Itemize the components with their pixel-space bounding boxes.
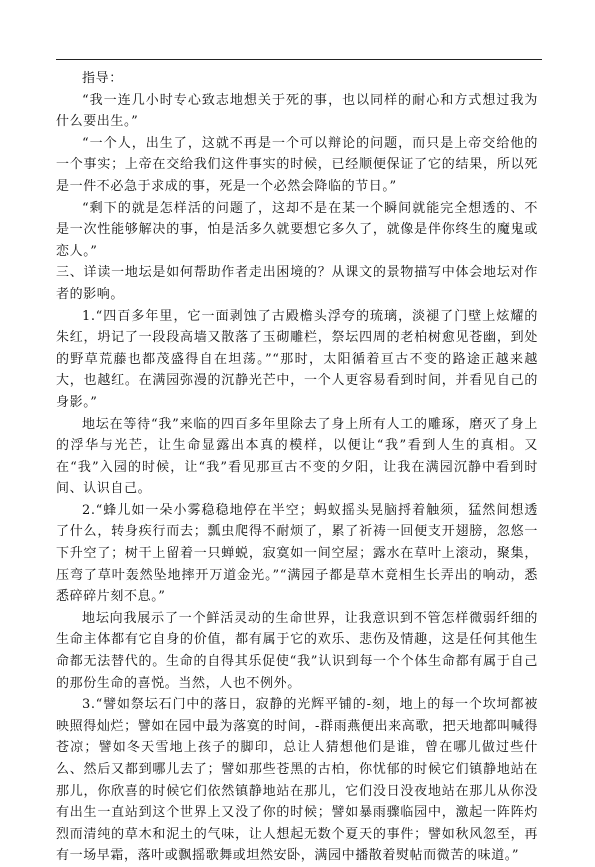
guide-label: 指导： <box>82 71 123 86</box>
item-3-quote: 3.“譬如祭坛石门中的落日，寂静的光辉平铺的-刻，地上的每一个坎坷都被映照得灿烂；譬如在园中最为落寞的时间，-群雨燕便出来高歌，把天地都叫喊得苍凉；譬如冬天雪地上孩子的脚印，总让人猜想他们是谁，曾在哪儿做过些什么、然后又都到哪儿去了；譬如那些苍黑的古柏，你忧郁的时候它们镇静地站在那儿，你欣喜的时候它们依然镇静地站在那儿，它们没日没夜地站在那儿从你没有出生一直站到这个世界上又没了你的时候；譬如暴雨骤临园中，激起一阵阵灼烈而清纯的草木和泥土的气味，让人想起无数个夏天的事件；譬如秋风忽至，再有一场早霜，落叶或飘摇歌舞或坦然安卧，满园中播散着熨帖而微苦的味道。” <box>56 697 538 864</box>
item-1-analysis: 地坛在等待“我”来临的四百多年里除去了身上所有人工的雕琢，磨灭了身上的浮华与光芒，让生命显露出本真的模样，以便让“我”看到人生的真相。又在“我”入园的时候，让“我”看见那亘古不变的夕阳，让我在满园沉静中看到时间、认识自己。 <box>56 416 538 497</box>
item-2-analysis: 地坛向我展示了一个鲜活灵动的生命世界，让我意识到不管怎样微弱纤细的生命主体都有它自身的价值，都有属于它的欢乐、悲伤及情趣，这是任何其他生命都无法替代的。生命的自得其乐促使“我”认识到每一个个体生命都有属于自己的那份生命的喜悦。当然，人也不例外。 <box>56 610 538 691</box>
guide-quote-3: “剩下的就是怎样活的问题了，这却不是在某一个瞬间就能完全想透的、不是一次性能够解决的事，怕是活多久就要想它多久了，就像是伴你终生的魔鬼或恋人。” <box>56 200 538 259</box>
guide-quote-1: “我一连几小时专心致志地想关于死的事，也以同样的耐心和方式想过我为什么要出生。” <box>56 92 538 130</box>
item-2-quote: 2.“蜂儿如一朵小雾稳稳地停在半空；蚂蚁摇头晃脑捋着触须，猛然间想透了什么，转身疾行而去；瓢虫爬得不耐烦了，累了祈祷一回便支开翅膀，忽悠一下升空了；树干上留着一只蝉蜕，寂寞如一间空屋；露水在草叶上滚动，聚集，压弯了草叶轰然坠地摔开万道金光。”“满园子都是草木竟相生长弄出的响动，悉悉碎碎片刻不息。” <box>56 502 538 605</box>
item-1-quote: 1.“四百多年里，它一面剥蚀了古殿檐头浮夸的琉璃，淡褪了门壁上炫耀的朱红，坍记了一段段高墙又散落了玉砌雕栏，祭坛四周的老柏树愈见苍幽，到处的野草荒藤也都茂盛得自在坦荡。”“那时，太阳循着亘古不变的路途正越来越大，也越红。在满园弥漫的沉静光芒中，一个人更容易看到时间，并看见自己的身影。” <box>56 308 538 410</box>
header-rule <box>56 59 542 60</box>
section-heading: 三、详读一地坛是如何帮助作者走出困境的？从课文的景物描写中体会地坛对作者的影响。 <box>56 265 538 302</box>
guide-quote-2: “一个人，出生了，这就不再是一个可以辩论的问题，而只是上帝交给他的一个事实；上帝在交给我们这件事实的时候，已经顺便保证了它的结果，所以死是一件不必急于求成的事，死是一个必然会降临的节日。” <box>56 135 538 194</box>
document-body <box>56 68 538 867</box>
